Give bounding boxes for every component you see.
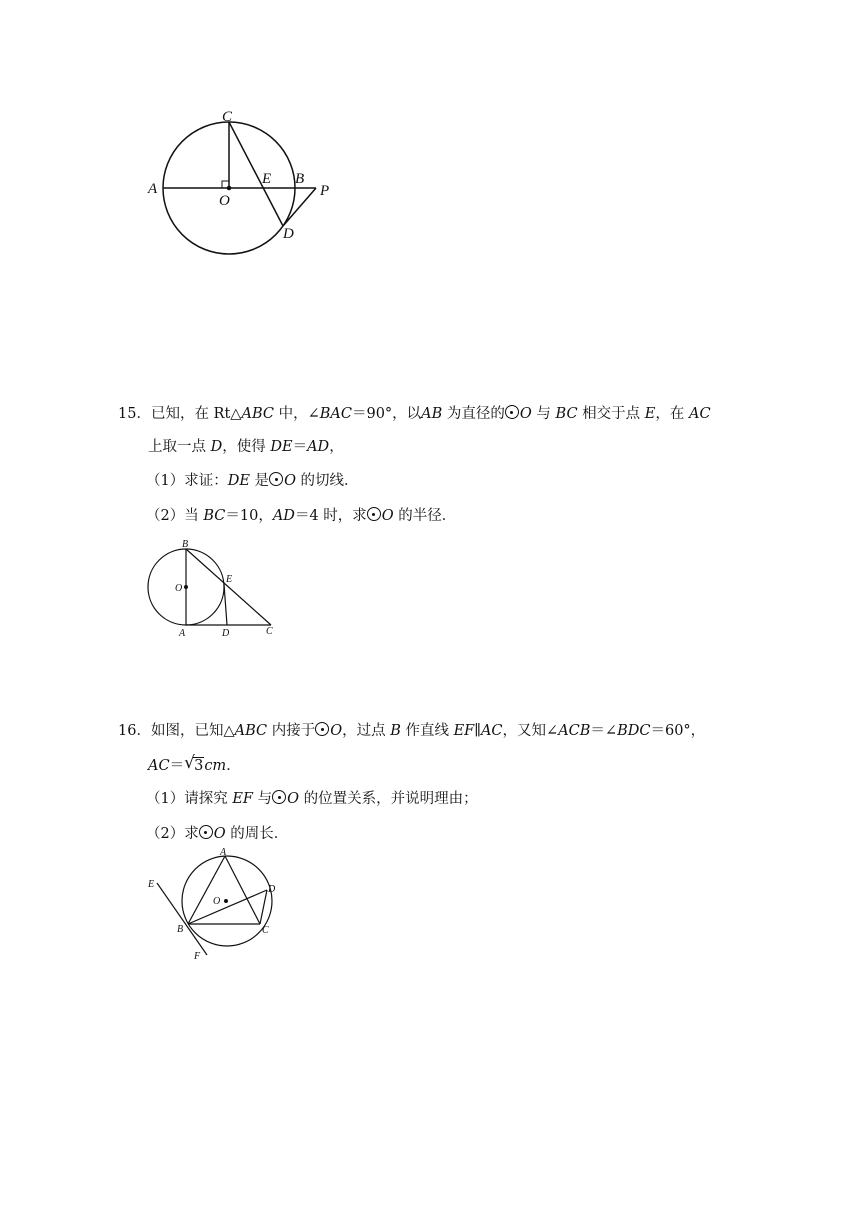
label-d: D: [283, 226, 294, 242]
circle-symbol: [367, 507, 381, 521]
label-b: B: [182, 539, 189, 550]
q15-subquestion-2: （2）当 BC＝10，AD＝4 时，求 O 的半径．: [146, 508, 457, 524]
segment-cd: [260, 890, 267, 924]
segment-de: [224, 584, 227, 625]
question-number: 15．: [118, 406, 151, 422]
label-b: B: [295, 171, 305, 187]
label-a: A: [220, 847, 227, 858]
label-c: C: [266, 626, 273, 637]
center-dot: [185, 586, 188, 589]
label-c: C: [222, 109, 233, 125]
label-a: A: [148, 181, 158, 197]
q16-line-1: 16．如图，已知△ABC 内接于 O，过点 B 作直线 EF∥AC，又知∠ACB＝∠BDC＝60°，: [118, 723, 706, 739]
label-e: E: [262, 171, 272, 187]
sqrt-symbol: √ 3: [184, 753, 204, 774]
label-d: D: [268, 884, 276, 895]
segment-pd: [283, 188, 316, 226]
figure-circle-tangent: [140, 100, 340, 270]
label-c: C: [262, 925, 269, 936]
circle-symbol: [272, 790, 286, 804]
circle-symbol: [199, 825, 213, 839]
label-p: P: [320, 183, 330, 199]
segment-bc: [186, 549, 271, 625]
q15-line-1: 15．已知，在 Rt△ABC 中，∠BAC＝90°，以AB 为直径的 O 与 BC 相交于点 E，在 AC: [118, 406, 711, 422]
figure-q16: [144, 844, 290, 962]
circle-symbol: [505, 405, 519, 419]
label-b: B: [177, 924, 184, 935]
circle-symbol: [269, 472, 283, 486]
label-d: D: [222, 628, 230, 639]
q16-line-2: AC＝ √ 3cm．: [148, 753, 241, 774]
label-o: O: [219, 193, 230, 209]
question-number: 16．: [118, 723, 151, 739]
circle-symbol: [315, 722, 329, 736]
segment-ab: [188, 856, 225, 924]
label-a: A: [179, 628, 186, 639]
label-o: O: [213, 896, 221, 907]
q16-subquestion-2: （2）求 O 的周长．: [146, 826, 289, 842]
segment-bd: [188, 890, 267, 924]
q15-subquestion-1: （1）求证：DE 是 O 的切线．: [146, 473, 359, 489]
label-e: E: [226, 574, 233, 585]
center-dot: [227, 186, 231, 190]
center-dot: [225, 900, 228, 903]
q15-line-2: 上取一点 D，使得 DE＝AD，: [148, 439, 344, 455]
label-f: F: [194, 951, 201, 962]
label-o: O: [175, 583, 183, 594]
segment-cd: [229, 122, 283, 226]
q16-subquestion-1: （1）请探究 EF 与 O 的位置关系，并说明理由；: [146, 791, 478, 807]
label-e: E: [148, 879, 155, 890]
figure-q15: [142, 538, 282, 640]
